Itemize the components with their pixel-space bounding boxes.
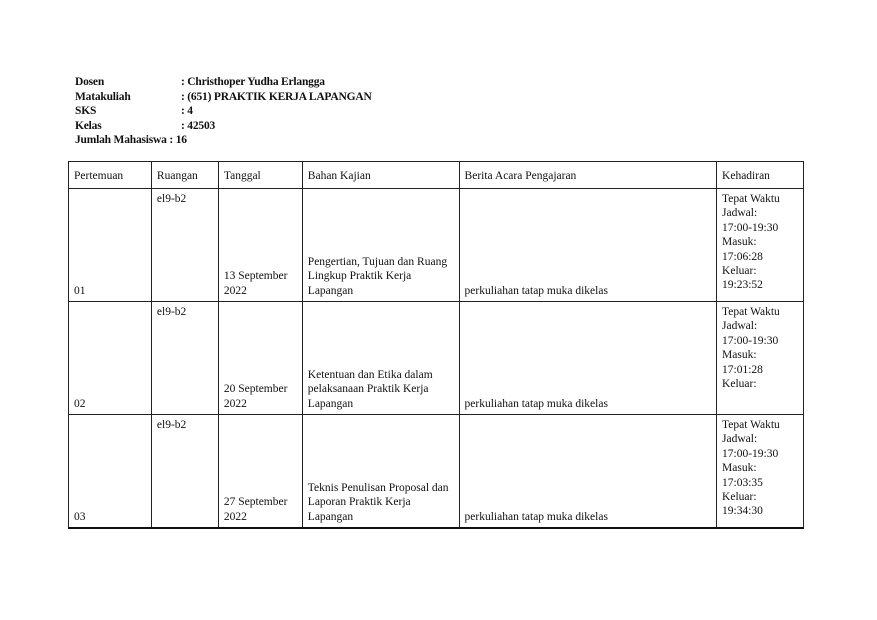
schedule-label: Jadwal: — [722, 207, 758, 220]
schedule-label: Jadwal: — [722, 433, 758, 446]
teaching-report: perkuliahan tatap muka dikelas — [459, 415, 716, 529]
student-count-row — [75, 133, 372, 148]
check-in-value: 17:03:35 — [722, 476, 763, 489]
check-out-value: 19:34:30 — [722, 505, 763, 518]
check-out-value: 19:23:52 — [722, 279, 763, 292]
course-row — [75, 90, 372, 105]
table-row — [69, 415, 804, 529]
column-header-attendance: Kehadiran — [717, 162, 804, 189]
attendance-status: Tepat Waktu — [722, 193, 780, 205]
lecturer-value: : Christhoper Yudha Erlangga — [181, 76, 325, 88]
schedule-label: Jadwal: — [722, 320, 758, 333]
schedule-value: 17:00-19:30 — [722, 334, 779, 347]
course-label: Matakuliah — [75, 90, 131, 103]
class-value: : 42503 — [181, 119, 216, 132]
meeting-number: 02 — [69, 302, 152, 415]
topic: Pengertian, Tujuan dan Ruang Lingkup Praktik Kerja Lapangan — [302, 189, 459, 302]
column-header-meeting: Pertemuan — [69, 162, 152, 189]
class-label: Kelas — [75, 119, 102, 132]
room: el9-b2 — [151, 302, 218, 415]
column-header-room: Ruangan — [151, 162, 218, 189]
check-in-label: Masuk: — [722, 236, 757, 249]
attendance-table — [68, 161, 804, 529]
schedule-value: 17:00-19:30 — [722, 447, 779, 460]
attendance-cell — [717, 189, 804, 302]
check-in-value: 17:06:28 — [722, 250, 763, 263]
date: 20 September 2022 — [218, 302, 302, 415]
schedule-value: 17:00-19:30 — [722, 221, 779, 234]
attendance-status: Tepat Waktu — [722, 419, 780, 431]
course-info-header — [75, 75, 372, 148]
column-header-date: Tanggal — [218, 162, 302, 189]
date: 13 September 2022 — [218, 189, 302, 302]
column-header-teaching-report: Berita Acara Pengajaran — [459, 162, 716, 189]
table-header-row — [69, 162, 804, 189]
table-row — [69, 302, 804, 415]
teaching-report: perkuliahan tatap muka dikelas — [459, 189, 716, 302]
check-out-label: Keluar: — [722, 491, 757, 504]
lecturer-label: Dosen — [75, 76, 105, 88]
lecturer-row — [75, 75, 372, 90]
date: 27 September 2022 — [218, 415, 302, 529]
attendance-cell — [717, 415, 804, 529]
check-out-label: Keluar: — [722, 265, 757, 278]
table-row — [69, 189, 804, 302]
meeting-number: 03 — [69, 415, 152, 529]
credits-row — [75, 104, 372, 119]
meeting-number: 01 — [69, 189, 152, 302]
student-count-value: : 16 — [169, 134, 187, 147]
class-row — [75, 119, 372, 134]
topic: Teknis Penulisan Proposal dan Laporan Praktik Kerja Lapangan — [302, 415, 459, 529]
credits-label: SKS — [75, 105, 97, 118]
topic: Ketentuan dan Etika dalam pelaksanaan Praktik Kerja Lapangan — [302, 302, 459, 415]
attendance-status: Tepat Waktu — [722, 306, 780, 318]
check-in-label: Masuk: — [722, 349, 757, 362]
check-out-label: Keluar: — [722, 378, 757, 391]
teaching-report: perkuliahan tatap muka dikelas — [459, 302, 716, 415]
student-count-label: Jumlah Mahasiswa — [75, 134, 167, 147]
attendance-cell — [717, 302, 804, 415]
credits-value: : 4 — [181, 105, 193, 118]
room: el9-b2 — [151, 415, 218, 529]
room: el9-b2 — [151, 189, 218, 302]
course-value: : (651) PRAKTIK KERJA LAPANGAN — [181, 90, 372, 103]
check-in-value: 17:01:28 — [722, 363, 763, 376]
check-in-label: Masuk: — [722, 462, 757, 475]
column-header-topic: Bahan Kajian — [302, 162, 459, 189]
